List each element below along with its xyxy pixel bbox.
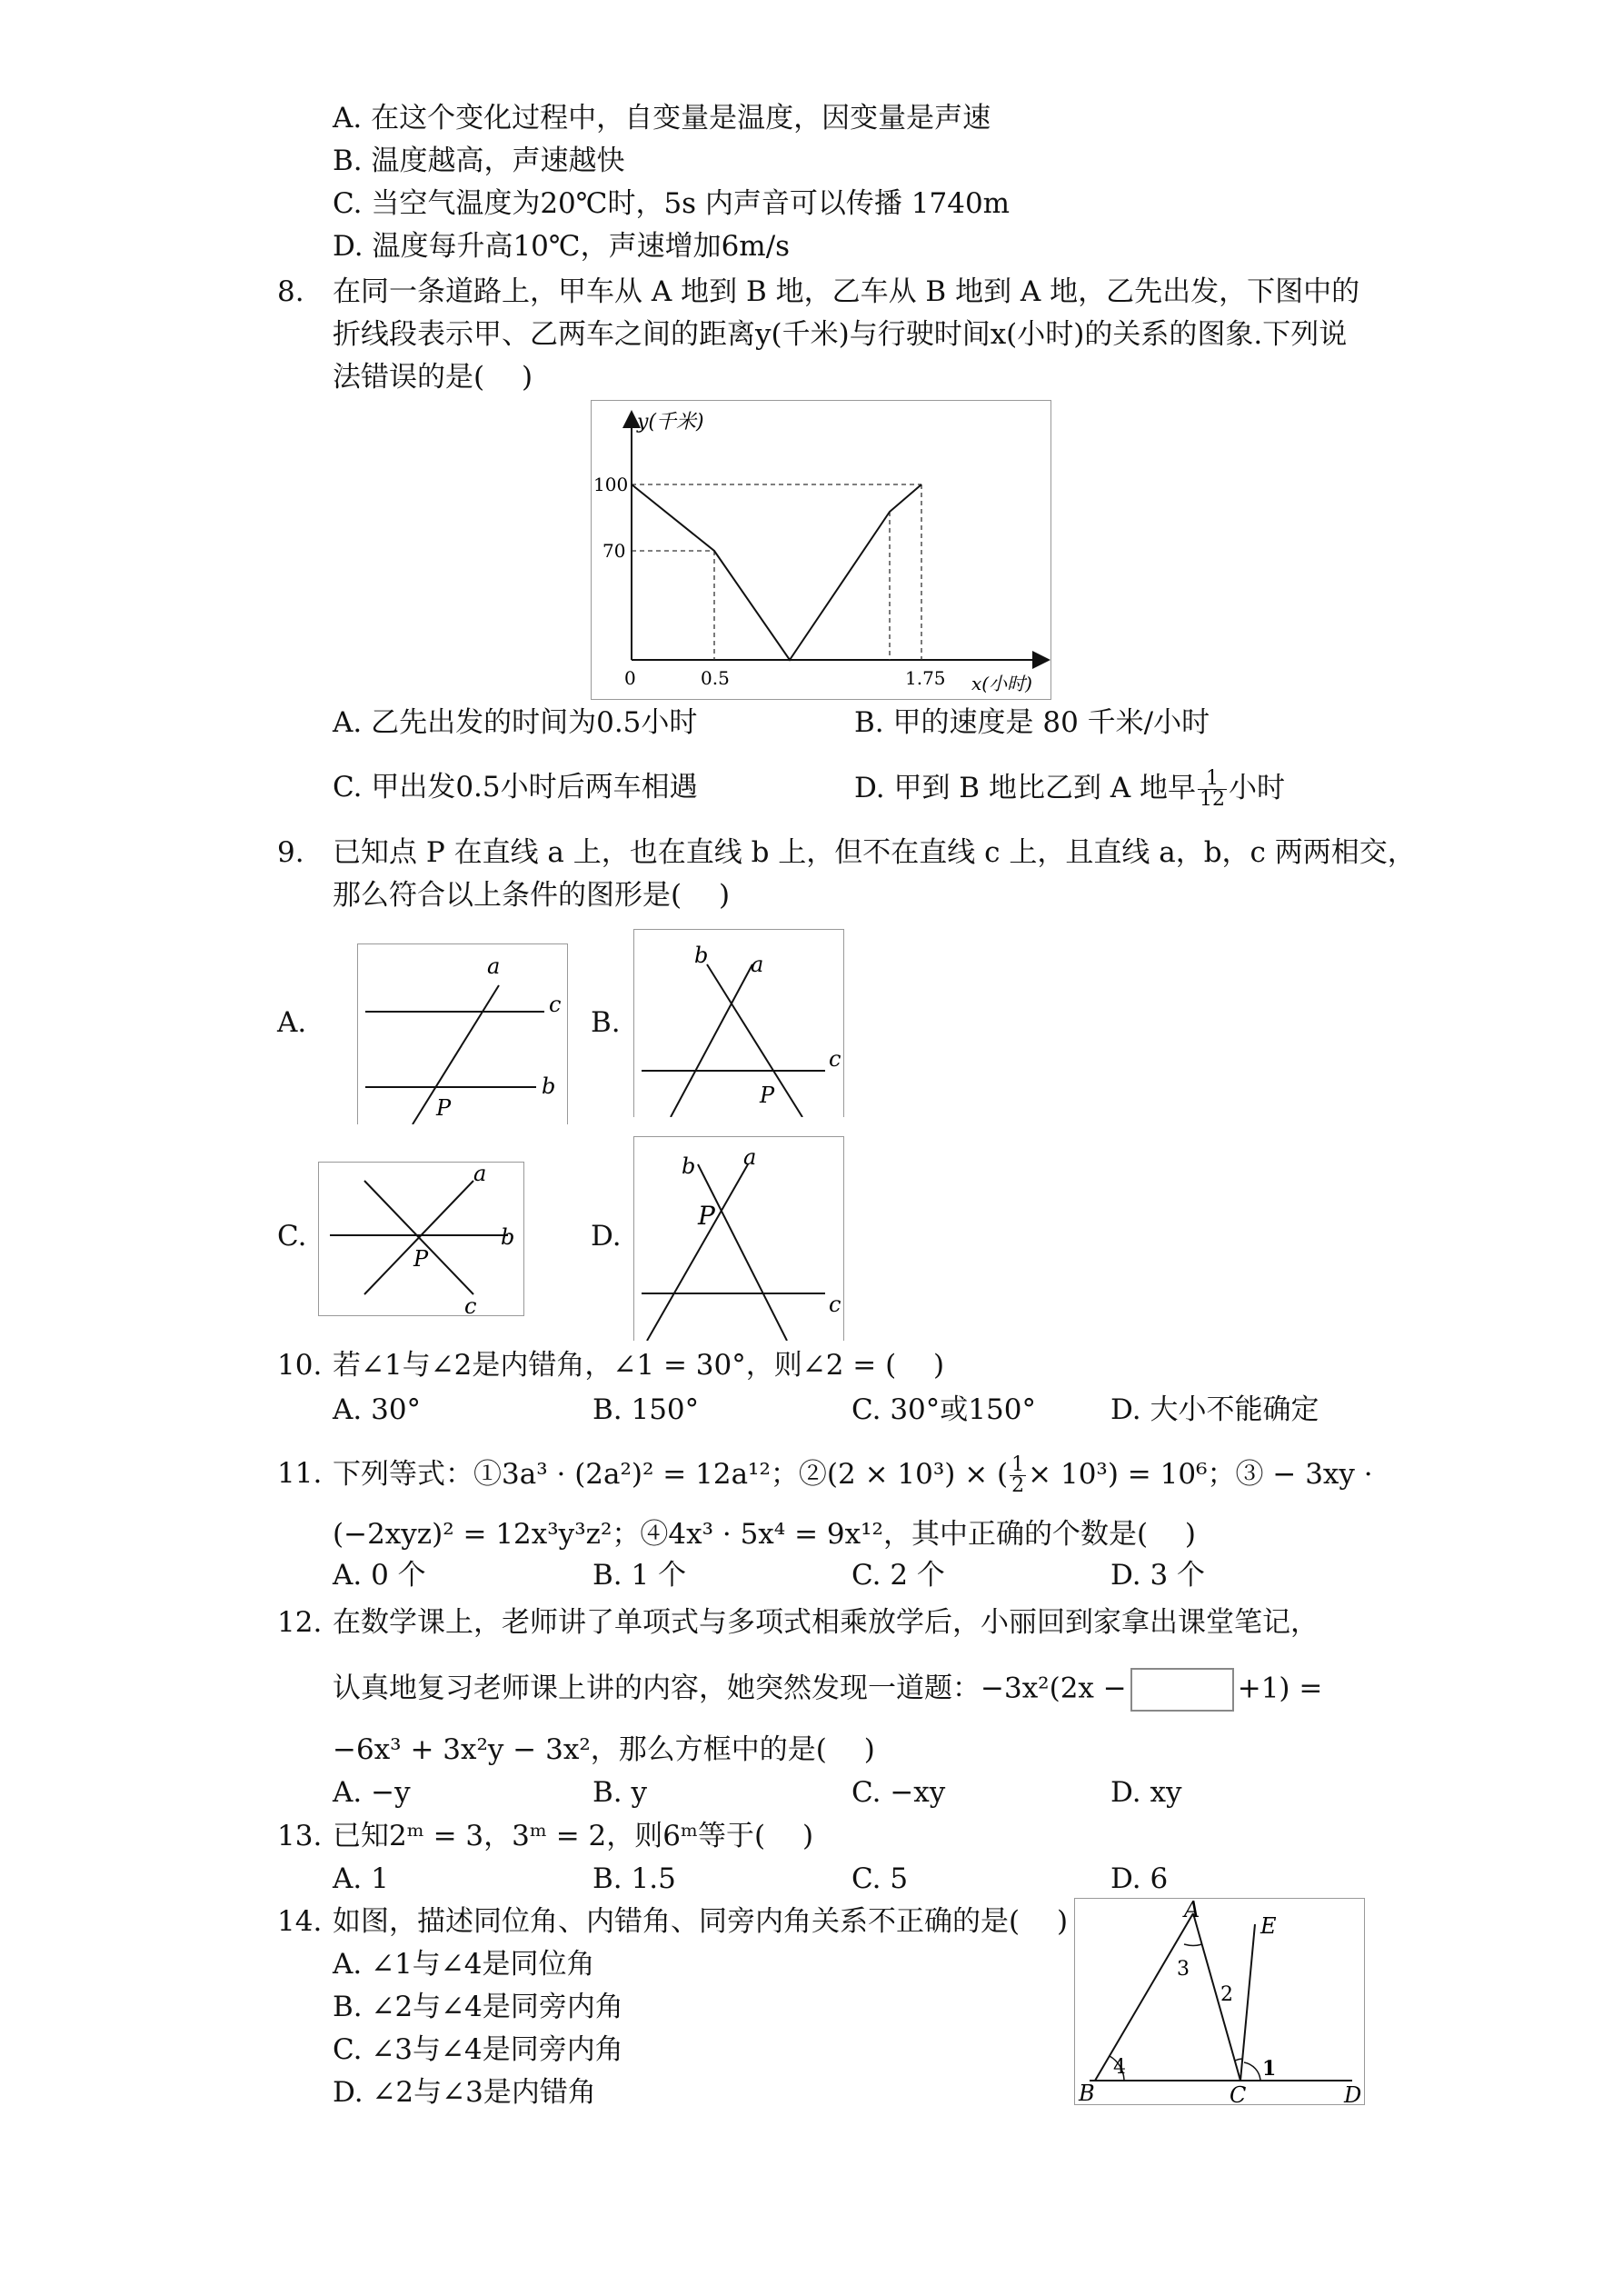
q14-triangle-figure [1074, 1898, 1365, 2105]
q14-option-d: D. ∠2与∠3是内错角 [333, 2076, 596, 2109]
q12-option-b: B. y [592, 1776, 648, 1809]
q13-option-a: A. 1 [333, 1862, 389, 1895]
q12-line-1: 在数学课上，老师讲了单项式与多项式相乘放学后，小丽回到家拿出课堂笔记， [333, 1606, 1319, 1639]
q14-stem: 如图，描述同位角、内错角、同旁内角关系不正确的是( ) [333, 1905, 1069, 1938]
q10-option-a: A. 30° [333, 1393, 422, 1426]
q10-option-d: D. 大小不能确定 [1110, 1393, 1319, 1426]
svg-text:a: a [473, 1163, 487, 1186]
q11-option-c: C. 2 个 [851, 1559, 945, 1592]
q8-option-a: A. 乙先出发的时间为0.5小时 [333, 706, 698, 739]
svg-text:b: b [501, 1224, 515, 1250]
q9-label-c: C. [277, 1220, 307, 1253]
q9-figure-d [633, 1136, 844, 1341]
q9-figure-a [357, 943, 568, 1124]
svg-text:c: c [829, 1046, 841, 1072]
q11-fraction-half: $\frac{1}{2}$ [1011, 1453, 1025, 1497]
q11-line-1: 下列等式：①3a³ · (2a²)² = 12a¹²；②(2 × 10³) × ( $\frac{1}{2}$ × 10³) = 10⁶；③ − 3xy · [333, 1453, 1373, 1497]
q11-number: 11. [277, 1457, 323, 1490]
q8-option-b: B. 甲的速度是 80 千米/小时 [854, 706, 1210, 739]
svg-text:c: c [549, 992, 562, 1017]
q8-x-axis-label: x(小时) [971, 673, 1032, 694]
q12-option-c: C. −xy [851, 1776, 946, 1809]
q8-x-tick-0: 0 [624, 667, 636, 689]
q8-y-axis-label: y(千米) [637, 411, 704, 434]
q8-distance-polyline [632, 484, 921, 660]
q14-number: 14. [277, 1905, 323, 1938]
svg-text:P: P [436, 1095, 452, 1121]
q11-line-2: (−2xyz)² = 12x³y³z²；④4x³ · 5x⁴ = 9x¹²，其中正确的个数是( ) [333, 1518, 1196, 1551]
q12-option-a: A. −y [333, 1776, 411, 1809]
q8-option-d-text: D. 甲到 B 地比乙到 A 地早 [854, 772, 1197, 804]
svg-text:P: P [760, 1083, 775, 1108]
q8-option-c: C. 甲出发0.5小时后两车相遇 [333, 771, 698, 804]
q11-option-b: B. 1 个 [592, 1559, 687, 1592]
q8-stem-line-2: 折线段表示甲、乙两车之间的距离y(千米)与行驶时间x(小时)的关系的图象.下列说 [333, 318, 1348, 351]
svg-text:c: c [829, 1292, 841, 1317]
q9-label-a: A. [277, 1006, 307, 1039]
svg-text:a: a [751, 952, 764, 977]
q8-distance-time-graph [591, 400, 1051, 700]
q13-option-b: B. 1.5 [592, 1862, 676, 1895]
q9-label-d: D. [591, 1220, 622, 1253]
q8-stem-line-3: 法错误的是( ) [333, 361, 533, 394]
q11-option-d: D. 3 个 [1110, 1559, 1206, 1592]
svg-text:2: 2 [1220, 1983, 1233, 2006]
q8-option-d-unit: 小时 [1229, 772, 1286, 804]
svg-text:P: P [413, 1246, 429, 1272]
q10-option-c: C. 30°或150° [851, 1393, 1036, 1426]
q13-stem: 已知2ᵐ = 3，3ᵐ = 2，则6ᵐ等于( ) [333, 1820, 814, 1852]
q12-line-3: −6x³ + 3x²y − 3x²，那么方框中的是( ) [333, 1733, 875, 1766]
q9-figure-b [633, 929, 844, 1117]
q12-number: 12. [277, 1606, 323, 1639]
q8-y-tick-100: 100 [593, 474, 629, 495]
svg-text:b: b [682, 1153, 696, 1179]
svg-text:b: b [694, 943, 709, 968]
svg-text:A: A [1184, 1899, 1200, 1922]
q12-blank-box [1130, 1668, 1234, 1712]
q14-option-c: C. ∠3与∠4是同旁内角 [333, 2033, 623, 2066]
q8-y-tick-70: 70 [602, 540, 626, 562]
q8-option-d-fraction: $\frac{1}{12}$ [1200, 767, 1226, 811]
svg-text:a: a [487, 953, 501, 979]
q8-x-tick-0-5: 0.5 [701, 667, 730, 689]
q14-option-b: B. ∠2与∠4是同旁内角 [333, 1991, 623, 2023]
q12-line-2: 认真地复习老师课上讲的内容，她突然发现一道题：−3x²(2x − +1) = [333, 1668, 1322, 1712]
q9-figure-c [318, 1162, 524, 1316]
svg-text:D: D [1344, 2082, 1362, 2104]
q7-option-c: C. 当空气温度为20℃时，5s 内声音可以传播 1740m [333, 187, 1011, 220]
q9-number: 9. [277, 836, 304, 869]
q9-stem-line-1: 已知点 P 在直线 a 上，也在直线 b 上，但不在直线 c 上，且直线 a，b，c 两两相交， [333, 836, 1416, 869]
q7-option-b: B. 温度越高，声速越快 [333, 145, 625, 177]
q8-number: 8. [277, 275, 304, 308]
q8-option-d [854, 769, 1285, 810]
q13-option-c: C. 5 [851, 1862, 909, 1895]
svg-text:b: b [542, 1073, 556, 1099]
q7-option-a: A. 在这个变化过程中，自变量是温度，因变量是声速 [333, 102, 991, 135]
svg-text:a: a [743, 1144, 757, 1170]
svg-text:4: 4 [1113, 2056, 1126, 2079]
svg-text:1: 1 [1262, 2057, 1277, 2081]
q13-option-d: D. 6 [1110, 1862, 1169, 1895]
q10-number: 10. [277, 1349, 323, 1382]
q14-option-a: A. ∠1与∠4是同位角 [333, 1948, 595, 1981]
svg-text:B: B [1079, 2081, 1095, 2104]
svg-text:c: c [464, 1293, 477, 1315]
svg-text:C: C [1230, 2082, 1247, 2104]
q9-stem-line-2: 那么符合以上条件的图形是( ) [333, 879, 731, 912]
q9-label-b: B. [591, 1006, 621, 1039]
q10-stem: 若∠1与∠2是内错角，∠1 = 30°，则∠2 = ( ) [333, 1349, 945, 1382]
svg-text:P: P [698, 1201, 715, 1231]
q12-option-d: D. xy [1110, 1776, 1182, 1809]
q8-x-tick-1-75: 1.75 [905, 667, 946, 689]
svg-text:3: 3 [1177, 1958, 1190, 1981]
svg-text:E: E [1260, 1913, 1277, 1939]
q13-number: 13. [277, 1820, 323, 1852]
q10-option-b: B. 150° [592, 1393, 700, 1426]
q8-stem-line-1: 在同一条道路上，甲车从 A 地到 B 地，乙车从 B 地到 A 地，乙先出发，下图中的 [333, 275, 1360, 308]
q11-option-a: A. 0 个 [333, 1559, 426, 1592]
q7-option-d: D. 温度每升高10℃，声速增加6m/s [333, 230, 791, 263]
